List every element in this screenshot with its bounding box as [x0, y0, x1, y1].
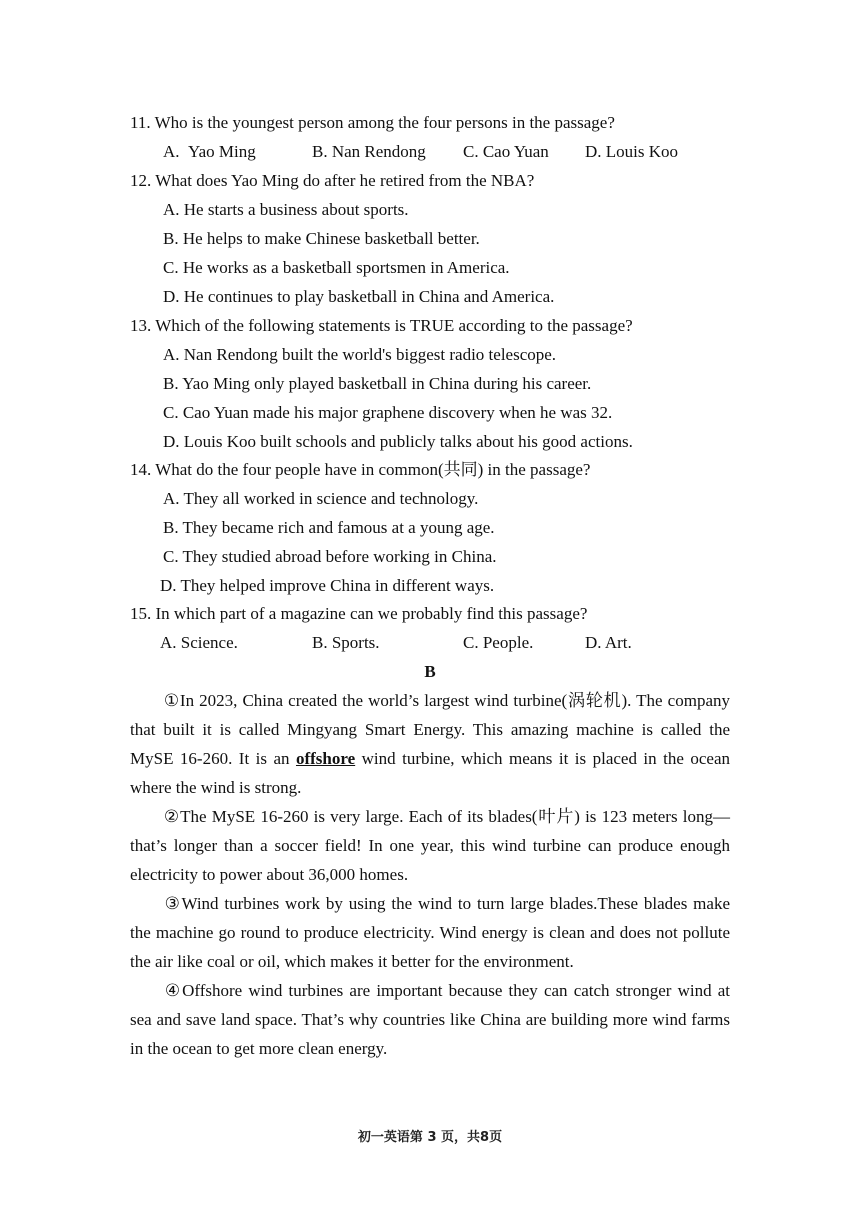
- option-c: C. Cao Yuan: [463, 142, 549, 161]
- paragraph-marker: ①: [163, 691, 180, 710]
- question-15-options: [0, 632, 860, 654]
- question-number: 11.: [130, 113, 151, 132]
- option-d: D. Louis Koo: [585, 142, 679, 161]
- question-11-options: [0, 141, 860, 163]
- question-text: What does Yao Ming do after he retired from the NBA?: [155, 171, 535, 190]
- option-a: A. Nan Rendong built the world's biggest radio telescope.: [163, 345, 557, 364]
- option-a: A. He starts a business about sports.: [163, 200, 409, 219]
- option-b: B. Yao Ming only played basketball in China during his career.: [163, 374, 592, 393]
- option-b: B. He helps to make Chinese basketball better.: [163, 229, 480, 248]
- reading-passage: [130, 686, 730, 1063]
- option-d: D. He continues to play basketball in China and America.: [163, 287, 555, 306]
- question-text: What do the four people have in common(共同) in the passage?: [155, 460, 591, 479]
- question-number: 14.: [130, 460, 152, 479]
- paragraph-marker: ③: [163, 894, 182, 913]
- paragraph-4: ④Offshore wind turbines are important because they can catch stronger wind at sea and save land space. That’s why countries like China are building more wind farms in the ocean to get more clean energy.: [130, 981, 730, 1058]
- question-15: [130, 603, 587, 625]
- question-number: 13.: [130, 316, 152, 335]
- option-b: B. Nan Rendong: [312, 142, 426, 161]
- question-text: Who is the youngest person among the four persons in the passage?: [154, 113, 615, 132]
- option-b: B. Sports.: [312, 633, 380, 652]
- paragraph-marker: ④: [163, 981, 183, 1000]
- option-c: C. People.: [463, 633, 534, 652]
- page-footer: 初一英语第 3 页，共8页: [357, 1130, 503, 1145]
- question-12: [130, 170, 534, 192]
- question-number: 12.: [130, 171, 152, 190]
- option-d: D. Louis Koo built schools and publicly talks about his good actions.: [163, 432, 633, 451]
- paragraph-1: ①In 2023, China created the world’s largest wind turbine(涡轮机). The company that built it is called Mingyang Smart Energy. This amazing machine is called the MySE 16-260. It is an offshore wind turbine, which means it is placed in the ocean where the wind is strong.: [130, 691, 730, 797]
- paragraph-marker: ②: [163, 807, 181, 826]
- option-c: C. He works as a basketball sportsmen in America.: [163, 258, 510, 277]
- option-a: A. They all worked in science and technology.: [163, 489, 479, 508]
- option-c: C. They studied abroad before working in China.: [163, 547, 497, 566]
- paragraph-2: ②The MySE 16-260 is very large. Each of its blades(叶片) is 123 meters long—that’s longer than a soccer field! In one year, this wind turbine can produce enough electricity to power about 36,000 homes.: [130, 807, 730, 884]
- section-heading: B: [424, 662, 436, 681]
- question-14: [130, 459, 590, 481]
- option-a: A. Science.: [160, 633, 238, 652]
- question-11: [130, 112, 615, 134]
- option-d: D. Art.: [585, 633, 632, 652]
- question-text: In which part of a magazine can we probably find this passage?: [155, 604, 588, 623]
- option-c: C. Cao Yuan made his major graphene discovery when he was 32.: [163, 403, 613, 422]
- option-a: A. Yao Ming: [163, 142, 256, 161]
- question-text: Which of the following statements is TRUE according to the passage?: [155, 316, 633, 335]
- option-d: D. They helped improve China in different ways.: [160, 576, 495, 595]
- option-b: B. They became rich and famous at a young age.: [163, 518, 495, 537]
- question-13: [130, 315, 633, 337]
- paragraph-3: ③Wind turbines work by using the wind to turn large blades.These blades make the machine go round to produce electricity. Wind energy is clean and does not pollute the air like coal or oil, which makes it better for the environment.: [130, 894, 730, 971]
- question-number: 15.: [130, 604, 152, 623]
- keyword-offshore: offshore: [295, 749, 356, 768]
